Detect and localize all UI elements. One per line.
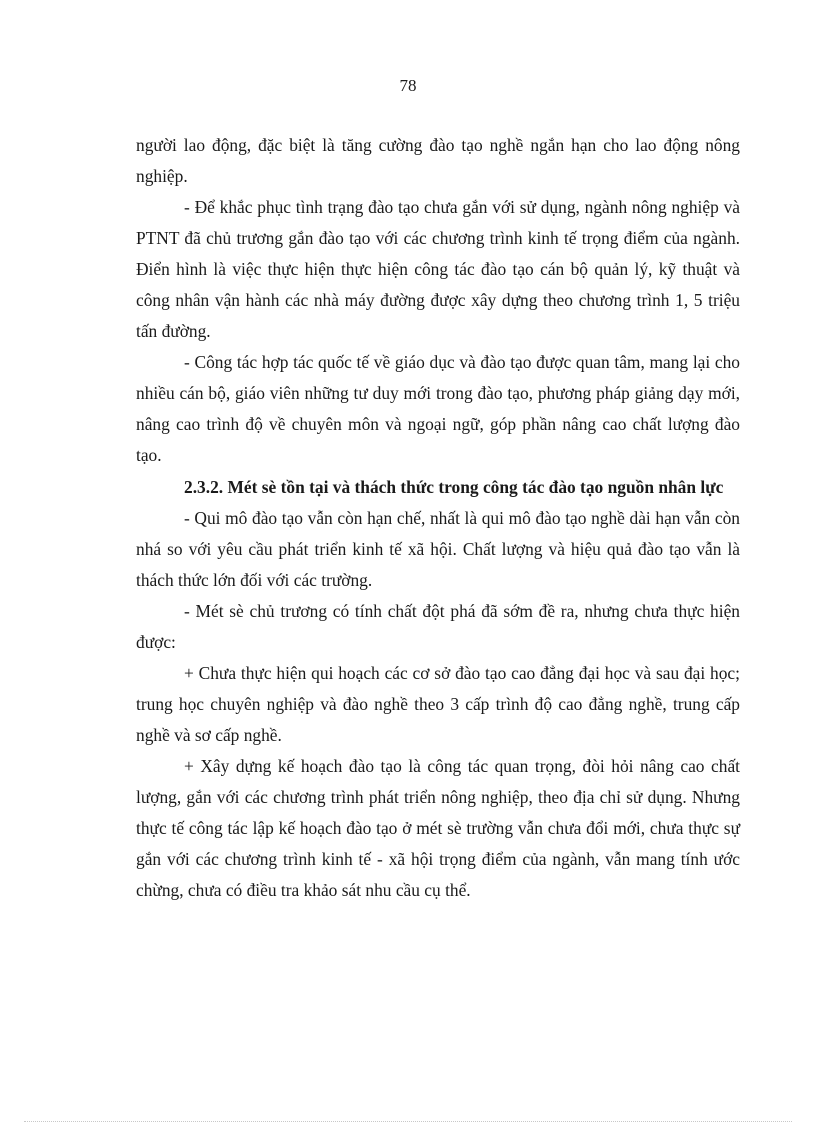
page-bottom-rule — [24, 1121, 792, 1122]
paragraph-breakthrough-policies: - Mét sè chủ trương có tính chất đột phá đã sớm đề ra, nhưng chưa thực hiện được: — [136, 601, 740, 652]
document-body — [136, 130, 740, 906]
paragraph-planning-item: + Chưa thực hiện qui hoạch các cơ sở đào tạo cao đẳng đại học và sau đại học; trung học chuyên nghiệp và đào nghề theo 3 cấp trình độ cao đẳng nghề, trung cấp nghề và sơ cấp nghề. — [136, 663, 740, 745]
paragraph-training-scale: - Qui mô đào tạo vẫn còn hạn chế, nhất là qui mô đào tạo nghề dài hạn vẫn còn nhá so với yêu cầu phát triển kinh tế xã hội. Chất lượng và hiệu quả đào tạo vẫn là thách thức lớn đối với các trường. — [136, 508, 740, 590]
paragraph-continuation: người lao động, đặc biệt là tăng cường đào tạo nghề ngắn hạn cho lao động nông nghiệp. — [136, 135, 740, 186]
paragraph-training-link: - Để khắc phục tình trạng đào tạo chưa gắn với sử dụng, ngành nông nghiệp và PTNT đã chủ trương gắn đào tạo với các chương trình kinh tế trọng điểm của ngành. Điển hình là việc thực hiện thực hiện công tác đào tạo cán bộ quản lý, kỹ thuật và công nhân vận hành các nhà máy đường được xây dựng theo chương trình 1, 5 triệu tấn đường. — [136, 197, 740, 341]
paragraph-international-cooperation: - Công tác hợp tác quốc tế về giáo dục và đào tạo được quan tâm, mang lại cho nhiều cán bộ, giáo viên những tư duy mới trong đào tạo, phương pháp giảng dạy mới, nâng cao trình độ về chuyên môn và ngoại ngữ, góp phần nâng cao chất lượng đào tạo. — [136, 352, 740, 465]
paragraph-training-plan-item: + Xây dựng kế hoạch đào tạo là công tác quan trọng, đòi hỏi nâng cao chất lượng, gắn với các chương trình phát triển nông nghiệp, theo địa chỉ sử dụng. Nhưng thực tế công tác lập kế hoạch đào tạo ở mét sè trường vẫn chưa đổi mới, chưa thực sự gắn với các chương trình kinh tế - xã hội trọng điểm của ngành, vẫn mang tính ước chừng, chưa có điều tra khảo sát nhu cầu cụ thể. — [136, 756, 740, 900]
page-number: 78 — [399, 76, 417, 95]
section-heading: 2.3.2. Mét sè tồn tại và thách thức trong công tác đào tạo nguồn nhân lực — [184, 477, 724, 497]
